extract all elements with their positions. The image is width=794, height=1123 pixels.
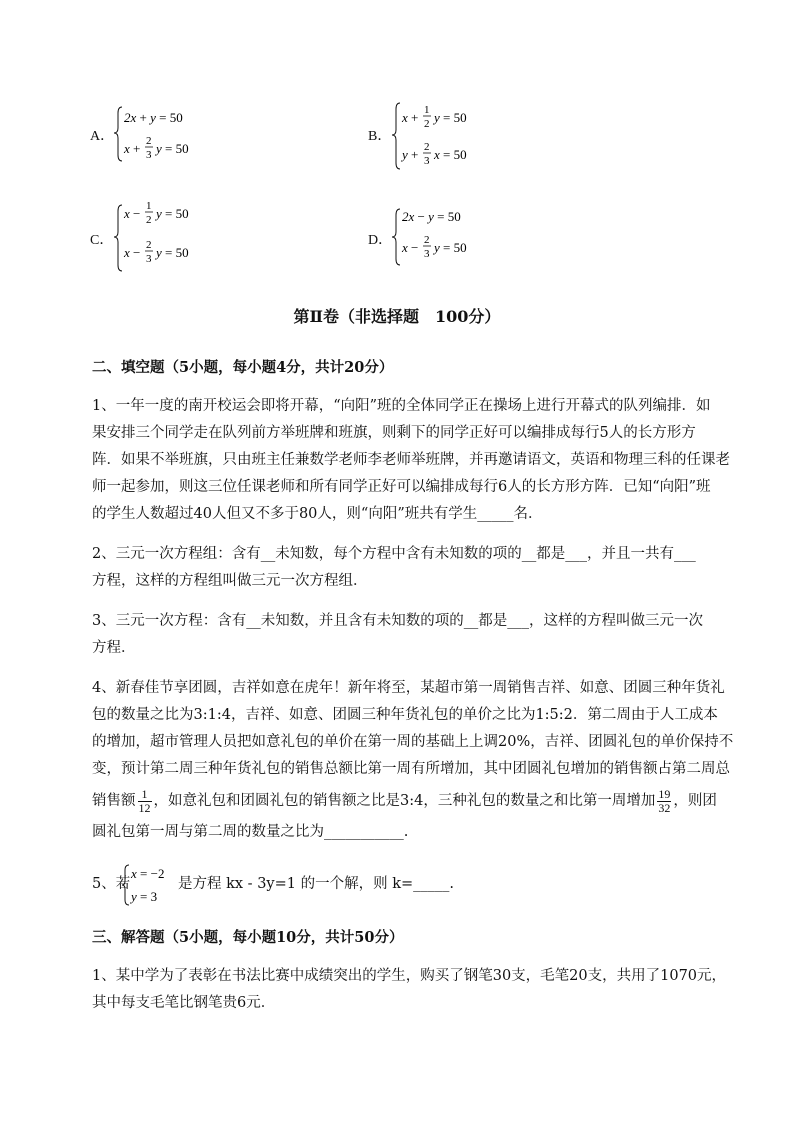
option-d-eq2: x −	[402, 240, 419, 255]
q4-line-5c: ，则团	[673, 793, 717, 809]
q5-prefix: 5、若	[92, 876, 131, 892]
question-4	[92, 675, 742, 846]
part2-title: 第Ⅱ卷（非选择题 100分）	[293, 307, 501, 326]
option-a-eq1: 2x + y = 50	[124, 110, 183, 125]
option-c-label: C．	[90, 233, 114, 248]
svg-text:3: 3	[424, 248, 430, 260]
section2-heading: 二、填空题（5小题，每小题4分，共计20分）	[92, 359, 394, 376]
q1-line-1: 1、一年一度的南开校运会即将开幕，“向阳”班的全体同学正在操场上进行开幕式的队列编排．如	[92, 398, 711, 414]
option-d-label: D．	[368, 233, 393, 248]
section3-heading: 三、解答题（5小题，每小题10分，共计50分）	[92, 929, 404, 946]
q5-eq2: y = 3	[131, 889, 158, 904]
option-a-label: A．	[90, 129, 115, 144]
svg-text:y = 50: y = 50	[156, 206, 189, 221]
q4-fraction-2: $\frac{19}{32}$	[658, 786, 671, 815]
q3-line-2: 方程．	[92, 640, 136, 656]
q1-line-3: 阵．如果不举班旗，只由班主任兼数学老师李老师举班牌，并再邀请语文，英语和物理三科的任课老	[92, 452, 730, 468]
q4-line-4: 变，预计第二周三种年货礼包的销售总额比第一周有所增加，其中团圆礼包增加的销售额占第二周总	[92, 761, 730, 777]
option-c-system	[114, 201, 314, 273]
q1-line-5: 的学生人数超过40人但又不多于80人，则“向阳”班共有学生_____名．	[92, 506, 543, 522]
options-row-ab	[90, 103, 690, 167]
option-b-label: B．	[368, 129, 392, 144]
svg-text:3: 3	[146, 149, 152, 161]
q5-suffix: 是方程 kx - 3y=1 的一个解，则 k=_____.	[178, 876, 454, 892]
svg-text:2: 2	[146, 214, 152, 226]
option-d-system	[392, 205, 592, 269]
q4-line-6: 圆礼包第一周与第二周的数量之比为___________.	[92, 824, 409, 840]
svg-text:y = 50: y = 50	[156, 245, 189, 260]
svg-text:y = 50: y = 50	[156, 141, 189, 156]
q5-eq1: x = −2	[131, 866, 165, 881]
question-1	[92, 393, 742, 528]
option-b-system	[392, 99, 592, 171]
question-3	[92, 608, 742, 662]
q2-line-1: 2、三元一次方程组：含有__未知数，每个方程中含有未知数的项的__都是___，并且一共有___	[92, 546, 696, 562]
question-2	[92, 541, 742, 595]
option-c-eq2: x −	[124, 245, 141, 260]
option-a-eq2: x +	[124, 141, 141, 156]
svg-text:1: 1	[424, 104, 430, 116]
svg-text:2: 2	[146, 135, 152, 147]
q4-line-5a: 销售额	[92, 793, 136, 809]
option-d-eq1: 2x − y = 50	[402, 209, 461, 224]
q3-line-1: 3、三元一次方程：含有__未知数，并且含有未知数的项的__都是___，这样的方程叫做三元一次	[92, 613, 703, 629]
q4-line-3: 的增加，超市管理人员把如意礼包的单价在第一周的基础上上调20%，吉祥、团圆礼包的单价保持不	[92, 734, 734, 750]
svg-text:2: 2	[424, 141, 430, 153]
q1-line-2: 果安排三个同学走在队列前方举班牌和班旗，则剩下的同学正好可以编排成每行5人的长方形方	[92, 425, 696, 441]
q1-line-4: 师一起参加，则这三位任课老师和所有同学正好可以编排成每行6人的长方形方阵．已知“向阳”班	[92, 479, 711, 495]
answer-question-1	[92, 963, 742, 1017]
svg-text:3: 3	[146, 253, 152, 265]
option-b-eq2: y +	[402, 147, 419, 162]
option-b-eq1: x +	[402, 110, 419, 125]
svg-text:1: 1	[146, 201, 152, 212]
q6-line-1: 1、某中学为了表彰在书法比赛中成绩突出的学生，购买了钢笔30支，毛笔20支，共用了1070元，	[92, 968, 727, 984]
svg-text:3: 3	[424, 155, 430, 167]
svg-text:y = 50: y = 50	[434, 110, 467, 125]
option-a-system	[114, 103, 314, 163]
svg-text:2: 2	[424, 118, 430, 130]
options-row-cd	[90, 203, 690, 263]
svg-text:x = 50: x = 50	[434, 147, 467, 162]
q4-line-1: 4、新春佳节享团圆，吉祥如意在虎年！新年将至，某超市第一周销售吉祥、如意、团圆三种年货礼	[92, 680, 725, 696]
option-c-eq1: x −	[124, 206, 141, 221]
svg-text:2: 2	[424, 234, 430, 246]
q4-line-5b: ，如意礼包和团圆礼包的销售额之比是3:4，三种礼包的数量之和比第一周增加	[153, 793, 656, 809]
q4-line-5	[92, 783, 742, 819]
q4-fraction-1: $\frac{1}{12}$	[138, 786, 151, 815]
svg-text:y = 50: y = 50	[434, 240, 467, 255]
q2-line-2: 方程，这样的方程组叫做三元一次方程组．	[92, 573, 368, 589]
question-5	[92, 863, 742, 907]
q6-line-2: 其中每支毛笔比钢笔贵6元．	[92, 995, 276, 1011]
q4-line-2: 包的数量之比为3:1:4，吉祥、如意、团圆三种年货礼包的单价之比为1:5:2．第二周由于人工成本	[92, 707, 718, 723]
svg-text:2: 2	[146, 239, 152, 251]
